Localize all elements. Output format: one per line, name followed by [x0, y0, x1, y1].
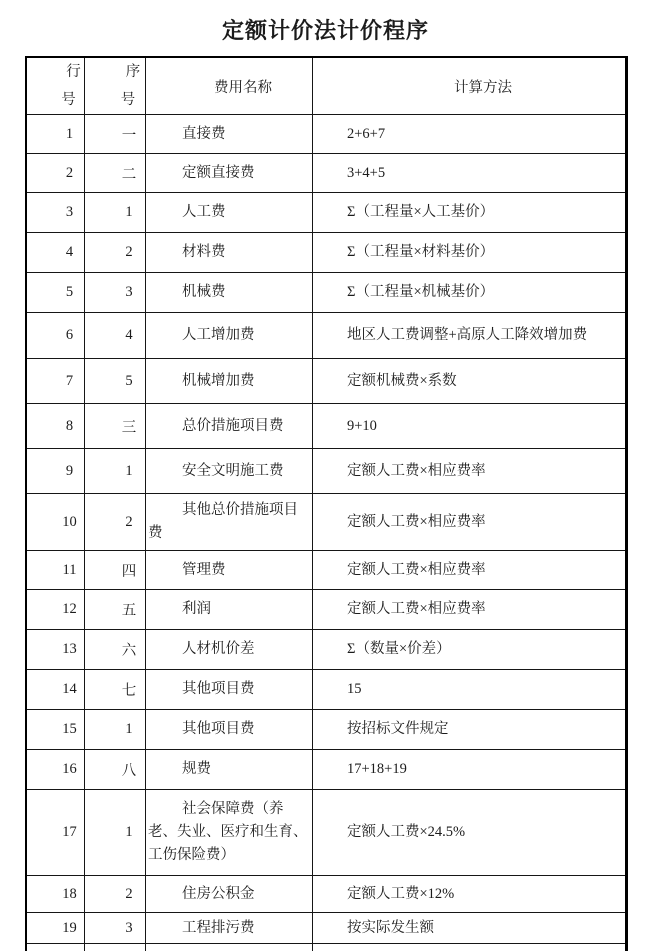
header-seq-no-char-1: 序 — [125, 64, 141, 80]
row-no-cell: 5 — [27, 273, 85, 313]
row-no-cell: 10 — [27, 494, 85, 551]
seq-no-cell: 1 — [85, 449, 146, 494]
fee-name-cell: 社会保障费（养老、失业、医疗和生育、工伤保险费） — [146, 790, 313, 876]
calc-method-cell: Σ（数量×价差） — [313, 630, 625, 670]
calc-method-cell: 15 — [313, 670, 625, 710]
calc-method-cell: 定额人工费×相应费率 — [313, 494, 625, 551]
fee-name-cell: 规费 — [146, 750, 313, 790]
fee-name-cell: 总价措施项目费 — [146, 404, 313, 449]
fee-name-cell: 人工费 — [146, 193, 313, 233]
calc-method-cell: 2+6+7 — [313, 115, 625, 154]
row-no-cell: 13 — [27, 630, 85, 670]
seq-no-cell: 一 — [85, 115, 146, 154]
seq-no-cell: 1 — [85, 790, 146, 876]
fee-name-cell: 利润 — [146, 590, 313, 630]
seq-no-cell: 1 — [85, 710, 146, 750]
seq-no-cell: 2 — [85, 233, 146, 273]
fee-name-cell: 直接费 — [146, 115, 313, 154]
partial-row-cell — [85, 944, 146, 951]
header-line-no — [27, 58, 85, 115]
row-no-cell: 7 — [27, 359, 85, 404]
seq-no-cell: 4 — [85, 313, 146, 359]
row-no-cell: 15 — [27, 710, 85, 750]
fee-name-cell: 其他总价措施项目费 — [146, 494, 313, 551]
calc-method-cell: Σ（工程量×人工基价） — [313, 193, 625, 233]
seq-no-cell: 3 — [85, 273, 146, 313]
row-no-cell: 11 — [27, 551, 85, 590]
calc-method-cell: 定额人工费×相应费率 — [313, 551, 625, 590]
seq-no-cell: 四 — [85, 551, 146, 590]
row-no-cell: 8 — [27, 404, 85, 449]
row-no-cell: 6 — [27, 313, 85, 359]
row-no-cell: 19 — [27, 913, 85, 944]
page-title: 定额计价法计价程序 — [221, 19, 429, 44]
fee-name-cell: 人工增加费 — [146, 313, 313, 359]
row-no-cell: 16 — [27, 750, 85, 790]
pricing-procedure-table — [25, 56, 628, 951]
fee-name-cell: 机械费 — [146, 273, 313, 313]
row-no-cell: 3 — [27, 193, 85, 233]
header-line-no-char-2: 号 — [61, 92, 76, 108]
fee-name-cell: 人材机价差 — [146, 630, 313, 670]
calc-method-cell: 地区人工费调整+高原人工降效增加费 — [313, 313, 625, 359]
calc-method-cell: 定额人工费×相应费率 — [313, 590, 625, 630]
row-no-cell: 18 — [27, 876, 85, 913]
header-line-no-char-1: 行 — [66, 64, 81, 80]
calc-method-cell: 按实际发生额 — [313, 913, 625, 944]
calc-method-cell: 定额人工费×24.5% — [313, 790, 625, 876]
seq-no-cell: 七 — [85, 670, 146, 710]
fee-name-cell: 管理费 — [146, 551, 313, 590]
header-calc-method: 计算方法 — [313, 58, 625, 115]
row-no-cell: 9 — [27, 449, 85, 494]
header-seq-no-char-2: 号 — [120, 92, 136, 108]
seq-no-cell: 2 — [85, 876, 146, 913]
header-fee-name: 费用名称 — [146, 58, 313, 115]
header-seq-no — [85, 58, 146, 115]
fee-name-cell: 机械增加费 — [146, 359, 313, 404]
seq-no-cell: 2 — [85, 494, 146, 551]
seq-no-cell: 二 — [85, 154, 146, 193]
fee-name-cell: 安全文明施工费 — [146, 449, 313, 494]
calc-method-cell: 定额人工费×12% — [313, 876, 625, 913]
calc-method-cell: Σ（工程量×材料基价） — [313, 233, 625, 273]
partial-row-cell — [27, 944, 85, 951]
calc-method-cell: Σ（工程量×机械基价） — [313, 273, 625, 313]
calc-method-cell: 3+4+5 — [313, 154, 625, 193]
row-no-cell: 14 — [27, 670, 85, 710]
calc-method-cell: 按招标文件规定 — [313, 710, 625, 750]
seq-no-cell: 3 — [85, 913, 146, 944]
fee-name-cell: 工程排污费 — [146, 913, 313, 944]
fee-name-cell: 定额直接费 — [146, 154, 313, 193]
seq-no-cell: 八 — [85, 750, 146, 790]
row-no-cell: 4 — [27, 233, 85, 273]
calc-method-cell: 17+18+19 — [313, 750, 625, 790]
seq-no-cell: 五 — [85, 590, 146, 630]
fee-name-cell: 住房公积金 — [146, 876, 313, 913]
seq-no-cell: 三 — [85, 404, 146, 449]
partial-row-cell — [313, 944, 625, 951]
calc-method-cell: 定额人工费×相应费率 — [313, 449, 625, 494]
seq-no-cell: 六 — [85, 630, 146, 670]
partial-row-cell — [146, 944, 313, 951]
row-no-cell: 12 — [27, 590, 85, 630]
row-no-cell: 2 — [27, 154, 85, 193]
seq-no-cell: 1 — [85, 193, 146, 233]
row-no-cell: 17 — [27, 790, 85, 876]
calc-method-cell: 9+10 — [313, 404, 625, 449]
seq-no-cell: 5 — [85, 359, 146, 404]
fee-name-cell: 其他项目费 — [146, 670, 313, 710]
fee-name-cell: 材料费 — [146, 233, 313, 273]
row-no-cell: 1 — [27, 115, 85, 154]
fee-name-cell: 其他项目费 — [146, 710, 313, 750]
calc-method-cell: 定额机械费×系数 — [313, 359, 625, 404]
